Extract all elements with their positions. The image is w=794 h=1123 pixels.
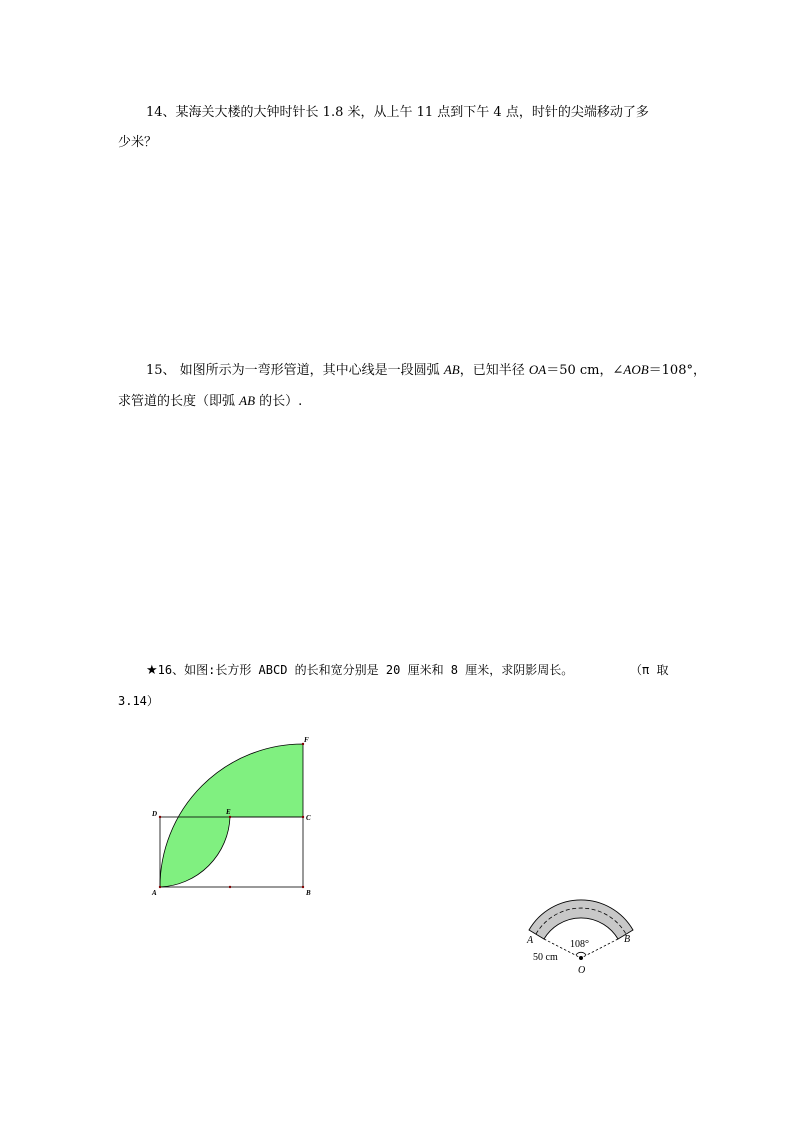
pipe-band bbox=[529, 900, 633, 939]
question-15 bbox=[118, 355, 706, 417]
point-c bbox=[302, 816, 304, 818]
label-f: F bbox=[304, 736, 309, 744]
q16-line2: 3.14） bbox=[118, 694, 159, 708]
arc-ab-label: AB bbox=[443, 362, 460, 377]
label-a: A bbox=[152, 889, 157, 897]
pi-note: （π 取 bbox=[630, 663, 669, 677]
label-c: C bbox=[306, 814, 311, 822]
rectangle-figure bbox=[150, 735, 330, 905]
q15-text: 求管道的长度（即弧 bbox=[118, 394, 240, 409]
q15-text: ＝108°， bbox=[648, 363, 706, 378]
radius-label: 50 cm bbox=[533, 952, 558, 963]
q15-line1 bbox=[118, 355, 706, 386]
q15-line2 bbox=[118, 386, 678, 417]
label-o: O bbox=[578, 965, 586, 976]
q16-line1 bbox=[118, 655, 678, 686]
arc-ab-label: AB bbox=[239, 393, 256, 408]
star-icon: ★ bbox=[146, 663, 158, 678]
q16-text: 16、如图:长方形 ABCD 的长和宽分别是 20 厘米和 8 厘米，求阴影周长。 bbox=[157, 663, 574, 677]
point-b bbox=[302, 886, 304, 888]
angle-aob-label: AOB bbox=[623, 362, 649, 377]
q15-text: 的长）. bbox=[255, 394, 303, 409]
label-d: D bbox=[152, 810, 158, 818]
q14-line2: 少米？ bbox=[118, 135, 158, 150]
point-a bbox=[159, 886, 161, 888]
point-e bbox=[229, 816, 231, 818]
label-e: E bbox=[226, 808, 231, 816]
label-a: A bbox=[527, 935, 534, 946]
label-b: B bbox=[624, 934, 631, 945]
radius-oa-label: OA bbox=[528, 362, 547, 377]
center-o bbox=[579, 956, 583, 960]
point-mid-ab bbox=[229, 886, 231, 888]
question-14 bbox=[118, 98, 678, 158]
pipe-figure bbox=[518, 888, 658, 988]
q15-text: ＝50 cm，∠ bbox=[546, 363, 624, 378]
label-b: B bbox=[306, 889, 311, 897]
shaded-region bbox=[160, 744, 303, 887]
angle-mark bbox=[576, 952, 586, 955]
angle-label: 108° bbox=[570, 939, 589, 950]
question-16 bbox=[118, 655, 678, 716]
q15-text: ，已知半径 bbox=[459, 363, 529, 378]
point-d bbox=[159, 816, 161, 818]
q15-text: 15、 如图所示为一弯形管道，其中心线是一段圆弧 bbox=[146, 363, 444, 378]
q14-line1: 14、某海关大楼的大钟时针长 1.8 米，从上午 11 点到下午 4 点，时针的尖端移动了多 bbox=[146, 105, 649, 120]
